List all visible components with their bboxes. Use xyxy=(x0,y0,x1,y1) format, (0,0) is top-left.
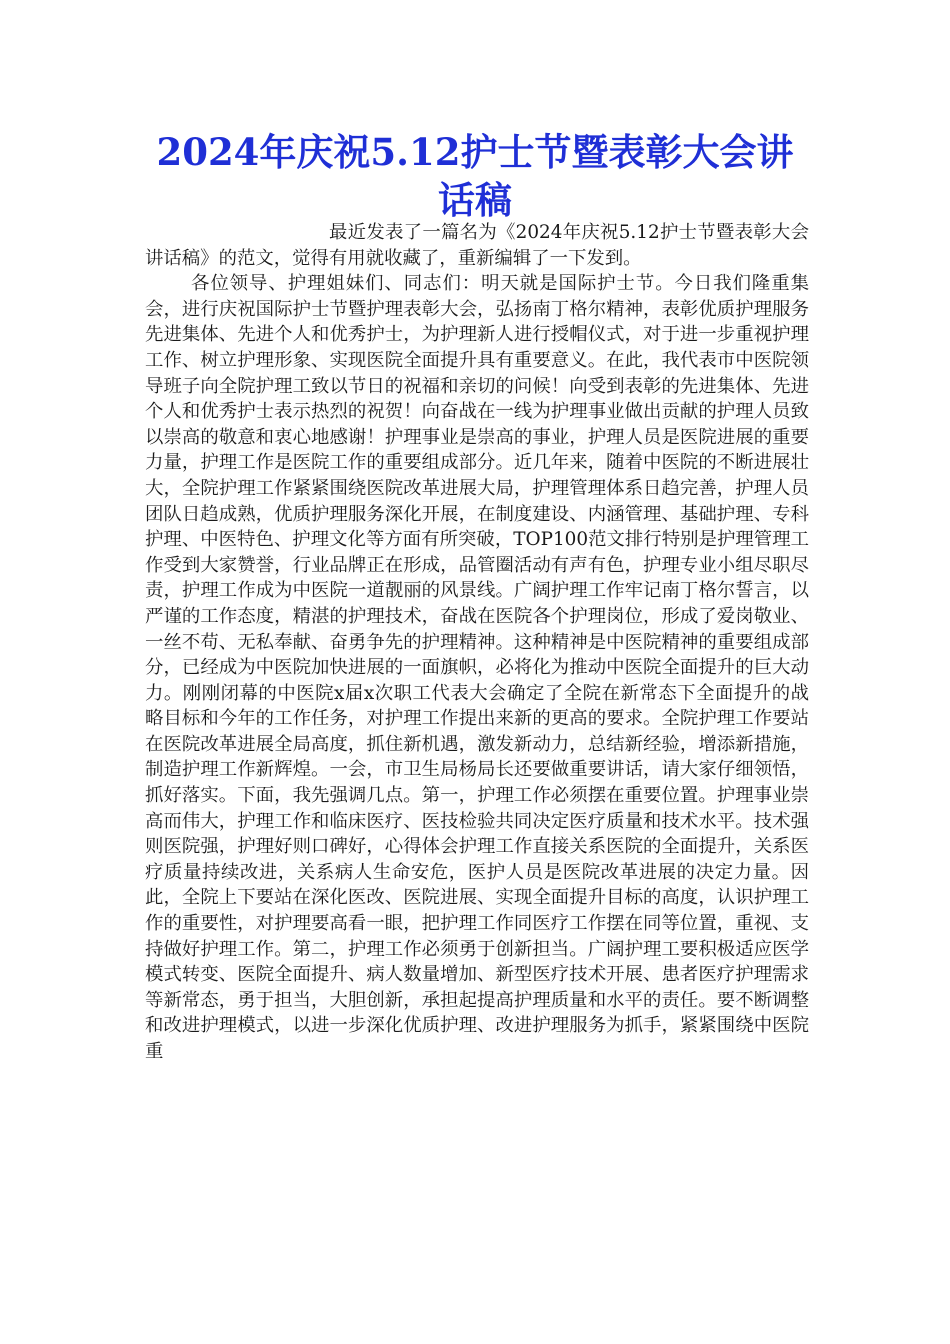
speech-paragraph: 各位领导、护理姐妹们、同志们：明天就是国际护士节。今日我们隆重集会，进行庆祝国际护士节暨护理表彰大会，弘扬南丁格尔精神，表彰优质护理服务先进集体、先进个人和优秀护士，为护理新人进行授帽仪式，对于进一步重视护理工作、树立护理形象、实现医院全面提升具有重要意义。在此，我代表市中医院领导班子向全院护理工致以节日的祝福和亲切的问候！向受到表彰的先进集体、先进个人和优秀护士表示热烈的祝贺！向奋战在一线为护理事业做出贡献的护理人员致以崇高的敬意和衷心地感谢！护理事业是崇高的事业，护理人员是医院进展的重要力量，护理工作是医院工作的重要组成部分。近几年来，随着中医院的不断进展壮大，全院护理工作紧紧围绕医院改革进展大局，护理管理体系日趋完善，护理人员团队日趋成熟，优质护理服务深化开展，在制度建设、内涵管理、基础护理、专科护理、中医特色、护理文化等方面有所突破，TOP100范文排行特别是护理管理工作受到大家赞誉，行业品牌正在形成，品管圈活动有声有色，护理专业小组尽职尽责，护理工作成为中医院一道靓丽的风景线。广阔护理工作牢记南丁格尔誓言，以严谨的工作态度，精湛的护理技术，奋战在医院各个护理岗位，形成了爱岗敬业、一丝不苟、无私奉献、奋勇争先的护理精神。这种精神是中医院精神的重要组成部分，已经成为中医院加快进展的一面旗帜，必将化为推动中医院全面提升的巨大动力。刚刚闭幕的中医院x届x次职工代表大会确定了全院在新常态下全面提升的战略目标和今年的工作任务，对护理工作提出来新的更高的要求。全院护理工作要站在医院改革进展全局高度，抓住新机遇，激发新动力，总结新经验，增添新措施，制造护理工作新辉煌。一会，市卫生局杨局长还要做重要讲话，请大家仔细领悟，抓好落实。下面，我先强调几点。第一，护理工作必须摆在重要位置。护理事业崇高而伟大，护理工作和临床医疗、医技检验共同决定医疗质量和技术水平。技术强则医院强，护理好则口碑好，心得体会护理工作直接关系医院的全面提升，关系医疗质量持续改进，关系病人生命安危，医护人员是医院改革进展的决定力量。因此，全院上下要站在深化医改、医院进展、实现全面提升目标的高度，认识护理工作的重要性，对护理要高看一眼，把护理工作同医疗工作摆在同等位置，重视、支持做好护理工作。第二，护理工作必须勇于创新担当。广阔护理工要积极适应医学模式转变、医院全面提升、病人数量增加、新型医疗技术开展、患者医疗护理需求等新常态，勇于担当，大胆创新，承担起提高护理质量和水平的责任。要不断调整和改进护理模式，以进一步深化优质护理、改进护理服务为抓手，紧紧围绕中医院重 xyxy=(145,273,809,1062)
intro-paragraph: 最近发表了一篇名为《2024年庆祝5.12护士节暨表彰大会讲话稿》的范文，觉得有用就收藏了，重新编辑了一下发到。 xyxy=(145,222,809,269)
document-title: 2024年庆祝5.12护士节暨表彰大会讲话稿 xyxy=(156,130,794,222)
document-body xyxy=(145,220,809,1065)
